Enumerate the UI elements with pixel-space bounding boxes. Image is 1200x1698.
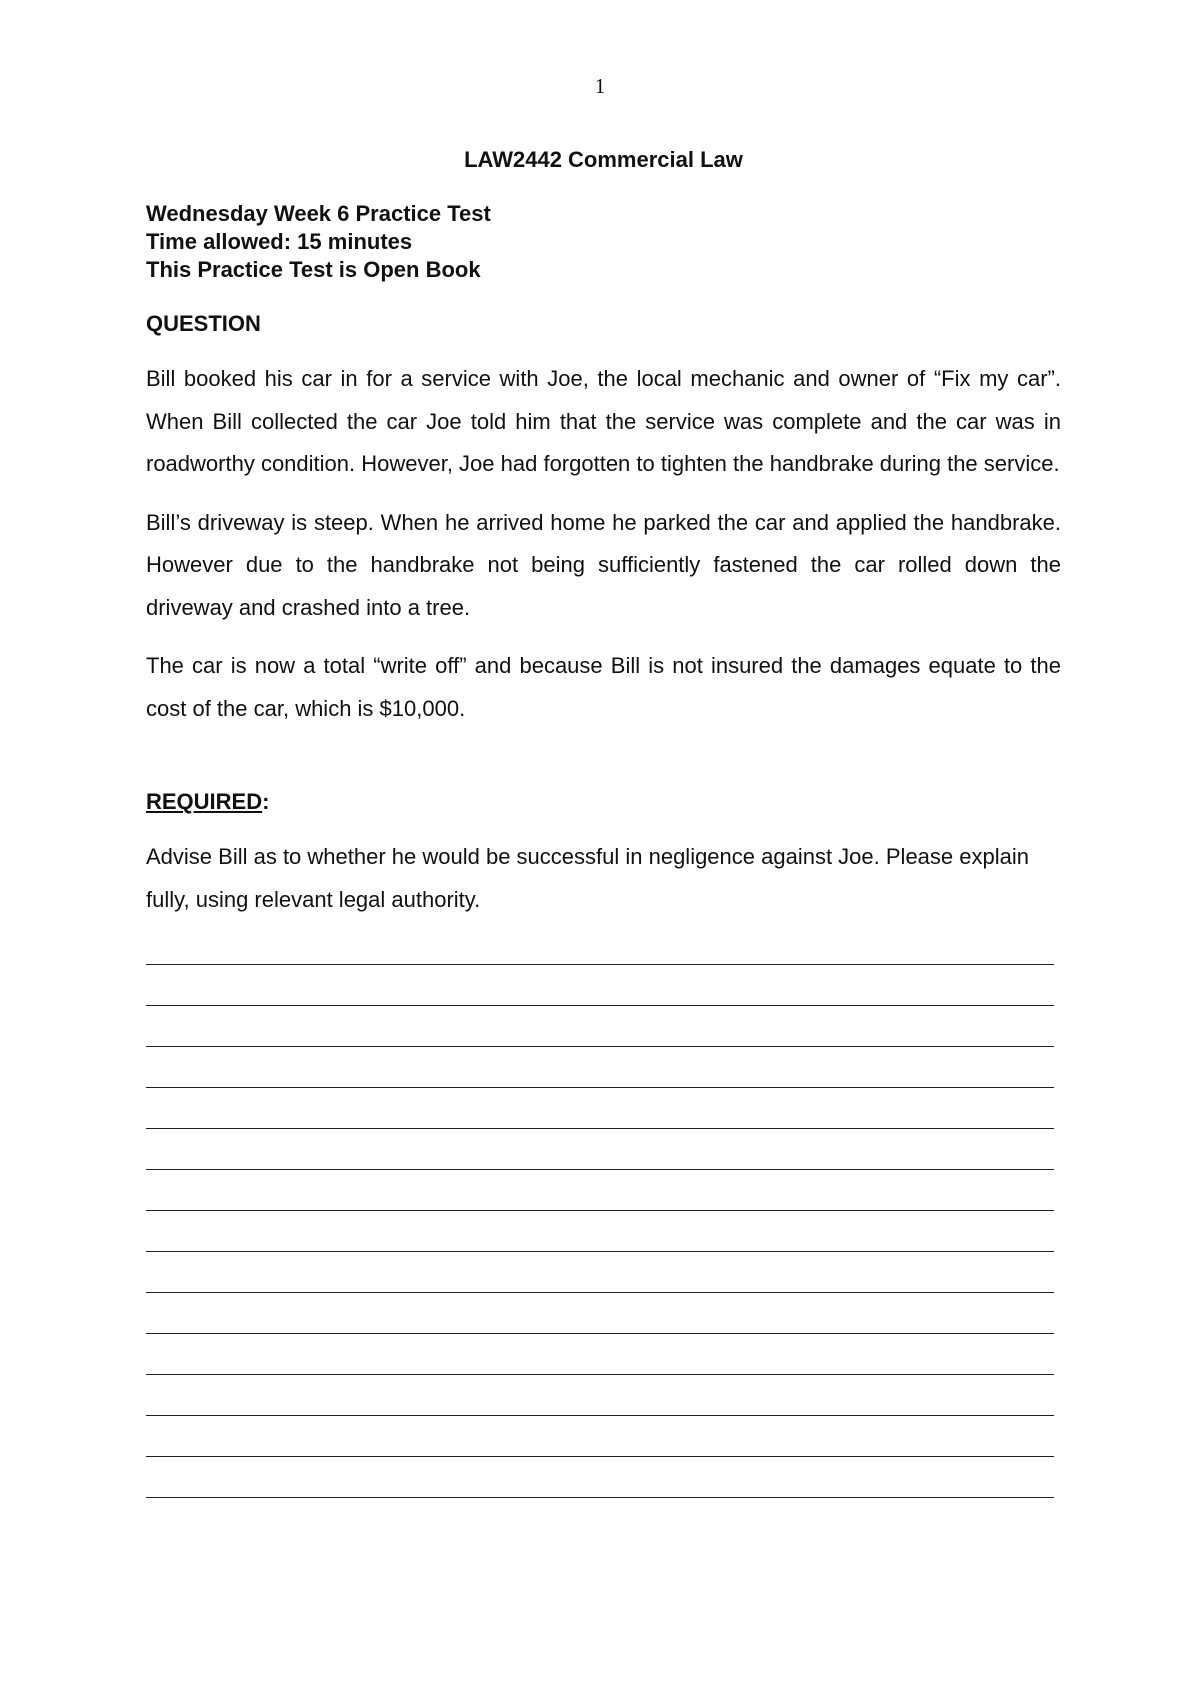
document-content bbox=[146, 146, 1061, 1498]
required-colon: : bbox=[262, 789, 270, 814]
answer-line bbox=[146, 1129, 1054, 1170]
answer-line bbox=[146, 1088, 1054, 1129]
answer-line bbox=[146, 1293, 1054, 1334]
answer-line bbox=[146, 1170, 1054, 1211]
answer-line bbox=[146, 1006, 1054, 1047]
question-heading: QUESTION bbox=[146, 311, 261, 336]
answer-line bbox=[146, 945, 1054, 965]
answer-line bbox=[146, 1416, 1054, 1457]
answer-line bbox=[146, 965, 1054, 1006]
required-instructions: Advise Bill as to whether he would be successful in negligence against Joe. Please explain fully, using relevant legal authority. bbox=[146, 844, 1029, 912]
answer-lines bbox=[146, 945, 1061, 1498]
answer-line bbox=[146, 1457, 1054, 1498]
question-paragraph: The car is now a total “write off” and because Bill is not insured the damages equate to the cost of the car, which is $10,000. bbox=[146, 653, 1061, 721]
test-title: Wednesday Week 6 Practice Test bbox=[146, 201, 491, 226]
test-header bbox=[146, 200, 1061, 284]
question-paragraph: Bill’s driveway is steep. When he arrived home he parked the car and applied the handbrake. However due to the handbrake not being sufficiently fastened the car rolled down the driveway and crashed into a tree. bbox=[146, 509, 1061, 620]
answer-line bbox=[146, 1334, 1054, 1375]
answer-line bbox=[146, 1047, 1054, 1088]
required-label: REQUIRED bbox=[146, 789, 263, 814]
answer-line bbox=[146, 1211, 1054, 1252]
required-heading bbox=[146, 788, 1061, 816]
time-allowed: Time allowed: 15 minutes bbox=[146, 229, 413, 254]
open-book-note: This Practice Test is Open Book bbox=[146, 257, 481, 282]
course-title: LAW2442 Commercial Law bbox=[464, 147, 743, 172]
answer-line bbox=[146, 1375, 1054, 1416]
answer-line bbox=[146, 1252, 1054, 1293]
page-number: 1 bbox=[594, 74, 606, 98]
question-paragraph: Bill booked his car in for a service with Joe, the local mechanic and owner of “Fix my car”. When Bill collected the car Joe told him that the service was complete and the car was in roadworthy condition. However, Joe had forgotten to tighten the handbrake during the service. bbox=[146, 366, 1061, 476]
